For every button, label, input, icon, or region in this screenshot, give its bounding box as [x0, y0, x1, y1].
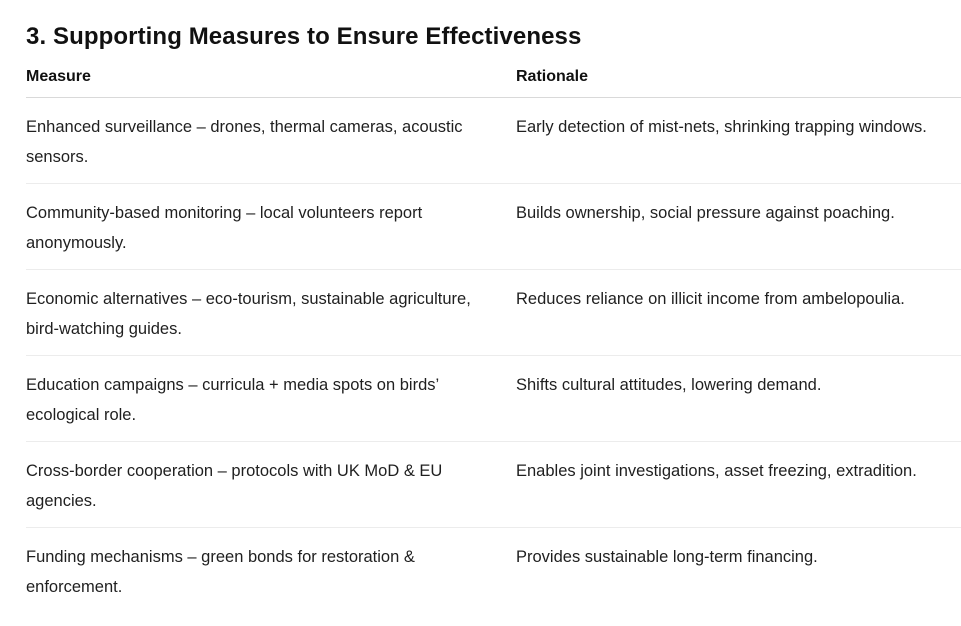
measure-cell: Community-based monitoring – local volunteers report anonymously. — [26, 184, 516, 270]
rationale-cell: Early detection of mist-nets, shrinking trapping windows. — [516, 98, 961, 184]
table-row — [26, 442, 961, 528]
table-row — [26, 184, 961, 270]
table-row — [26, 98, 961, 184]
rationale-cell: Enables joint investigations, asset freezing, extradition. — [516, 442, 961, 528]
column-header-rationale: Rationale — [516, 66, 961, 98]
measure-cell: Enhanced surveillance – drones, thermal cameras, acoustic sensors. — [26, 98, 516, 184]
rationale-cell: Shifts cultural attitudes, lowering demand. — [516, 356, 961, 442]
measure-cell: Education campaigns – curricula + media spots on birds’ ecological role. — [26, 356, 516, 442]
table-header-row — [26, 66, 961, 98]
measure-cell: Funding mechanisms – green bonds for restoration & enforcement. — [26, 548, 415, 596]
column-header-measure: Measure — [26, 66, 516, 98]
document-section — [26, 20, 961, 613]
measure-cell: Cross-border cooperation – protocols with UK MoD & EU agencies. — [26, 442, 516, 528]
table-row — [26, 270, 961, 356]
table-row — [26, 528, 961, 614]
section-heading: 3. Supporting Measures to Ensure Effectiveness — [26, 23, 582, 50]
measures-table — [26, 66, 961, 613]
measure-cell: Economic alternatives – eco-tourism, sustainable agriculture, bird-watching guides. — [26, 270, 516, 356]
rationale-cell: Builds ownership, social pressure against poaching. — [516, 184, 961, 270]
table-row — [26, 356, 961, 442]
rationale-cell: Reduces reliance on illicit income from ambelopoulia. — [516, 270, 961, 356]
rationale-cell: Provides sustainable long-term financing. — [516, 548, 818, 566]
